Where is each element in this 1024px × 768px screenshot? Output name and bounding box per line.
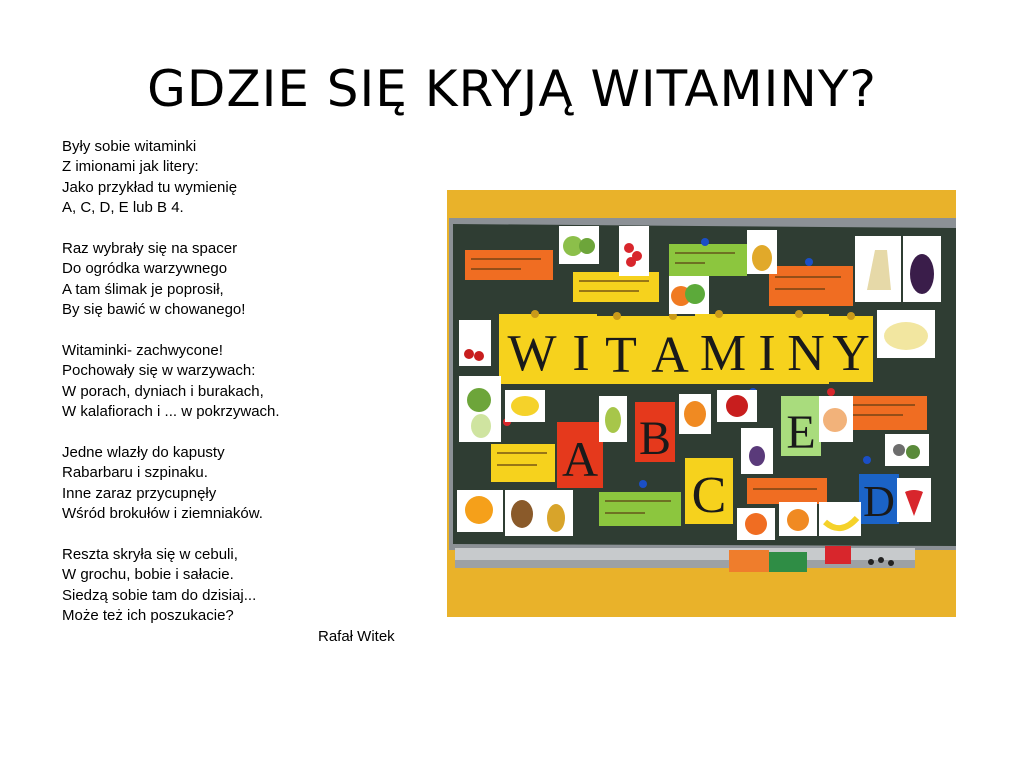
info-card-orange [769,266,853,306]
board-letter: T [605,327,637,384]
info-card-green [599,492,681,526]
board-letter: Y [832,325,870,382]
vitamin-letter: E [786,406,816,459]
info-card-yellow [491,444,555,482]
board-letter: M [699,325,747,382]
board-letter: N [787,325,825,382]
poem-line: Inne zaraz przycupnęły [62,484,217,502]
poem-line: W kalafiorach i ... w pokrzywach. [62,403,280,421]
poem-line: Do ogródka warzywnego [62,260,228,278]
info-card-yellow [573,272,659,302]
poem-line: By się bawić w chowanego! [62,301,246,319]
board-letter: A [651,327,689,384]
chalk-box [825,546,851,564]
poem-line: Witaminki- zachwycone! [62,342,223,360]
poem-author: Rafał Witek [318,628,395,645]
poem-line: Jako przykład tu wymienię [62,178,238,196]
vitamin-letter: B [638,412,672,465]
poem-stanza [62,545,442,627]
poem-line: Może też ich poszukacie? [62,607,234,625]
info-card-orange [847,396,927,430]
info-card-orange [465,250,553,280]
poem-stanza [62,341,442,423]
poem-line: Z imionami jak litery: [62,158,199,176]
poem-line: Rabarbaru i szpinaku. [62,464,208,482]
classroom-board-photo [447,190,956,617]
vitamin-letter: A [561,431,599,487]
poem-stanza [62,239,442,321]
board-letter: I [758,325,776,382]
sponge-green [769,552,807,572]
poem-stanza [62,137,442,219]
poem-stanza [62,443,442,525]
poem-line: W grochu, bobie i sałacie. [62,566,234,584]
poem-line: Siedzą sobie tam do dzisiaj... [62,586,257,604]
vitamin-letter: C [691,467,727,524]
poem-line: W porach, dyniach i burakach, [62,382,264,400]
board-letter: W [507,325,557,382]
poem-line: Pochowały się w warzywach: [62,362,256,380]
vitamin-letter: D [863,477,895,526]
poem-line: Były sobie witaminki [62,138,197,155]
info-card-orange [747,478,827,504]
board-letter: I [572,325,590,382]
sponge-orange [729,550,769,572]
poem-line: Wśród brokułów i ziemniaków. [62,505,263,523]
poem-line: A tam ślimak je poprosił, [62,280,224,298]
poem-line: Reszta skryła się w cebuli, [62,546,238,564]
poem-line: A, C, D, E lub B 4. [62,199,184,217]
poem-line: Jedne wlazły do kapusty [62,444,225,462]
poem [62,137,442,627]
info-card-green [669,244,747,276]
poem-line: Raz wybrały się na spacer [62,240,238,258]
page-title: GDZIE SIĘ KRYJĄ WITAMINY? [147,60,877,118]
